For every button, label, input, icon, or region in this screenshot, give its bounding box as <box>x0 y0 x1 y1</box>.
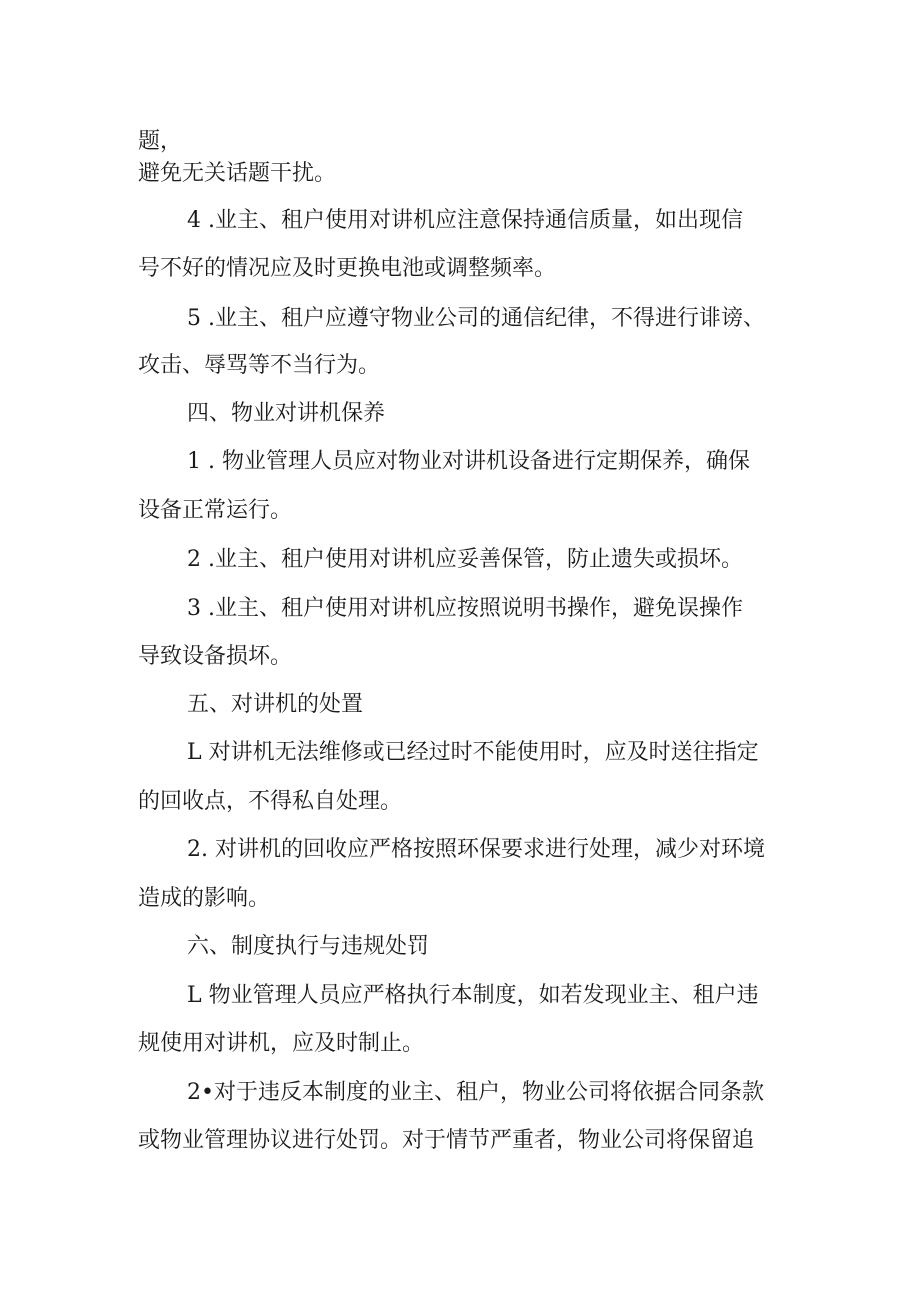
text-line: 5 .业主、租户应遵守物业公司的通信纪律，不得进行诽谤、 <box>187 306 765 331</box>
section-heading: 四、物业对讲机保养 <box>187 401 386 426</box>
text-line: 3 .业主、租户使用对讲机应按照说明书操作，避免误操作 <box>187 596 743 621</box>
text-line: 造成的影响。 <box>138 886 271 911</box>
text-line: L 对讲机无法维修或已经过时不能使用时，应及时送往指定 <box>187 740 759 765</box>
section-heading: 五、对讲机的处置 <box>187 692 364 717</box>
text-line: 或物业管理协议进行处罚。对于情节严重者，物业公司将保留追 <box>138 1128 755 1153</box>
text-line: 避免无关话题干扰。 <box>138 161 337 186</box>
text-line: 2 .业主、租户使用对讲机应妥善保管，防止遗失或损坏。 <box>187 547 743 572</box>
text-line: L 物业管理人员应严格执行本制度，如若发现业主、租户违 <box>187 983 759 1008</box>
text-line: 2. 对讲机的回收应严格按照环保要求进行处理，减少对环境 <box>187 837 765 862</box>
text-line: 规使用对讲机，应及时制止。 <box>138 1031 425 1056</box>
text-line: 4 .业主、租户使用对讲机应注意保持通信质量，如出现信 <box>187 208 743 233</box>
text-line: 设备正常运行。 <box>138 498 293 523</box>
text-line: 导致设备损坏。 <box>138 644 293 669</box>
text-line: 号不好的情况应及时更换电池或调整频率。 <box>138 256 557 281</box>
text-line: 攻击、辱骂等不当行为。 <box>138 353 381 378</box>
text-line: 的回收点，不得私自处理。 <box>138 789 403 814</box>
text-line: 题， <box>138 129 183 154</box>
text-line: 1 . 物业管理人员应对物业对讲机设备进行定期保养，确保 <box>187 449 750 474</box>
text-line: 2•对于违反本制度的业主、租户，物业公司将依据合同条款 <box>187 1080 764 1105</box>
section-heading: 六、制度执行与违规处罚 <box>187 934 430 959</box>
